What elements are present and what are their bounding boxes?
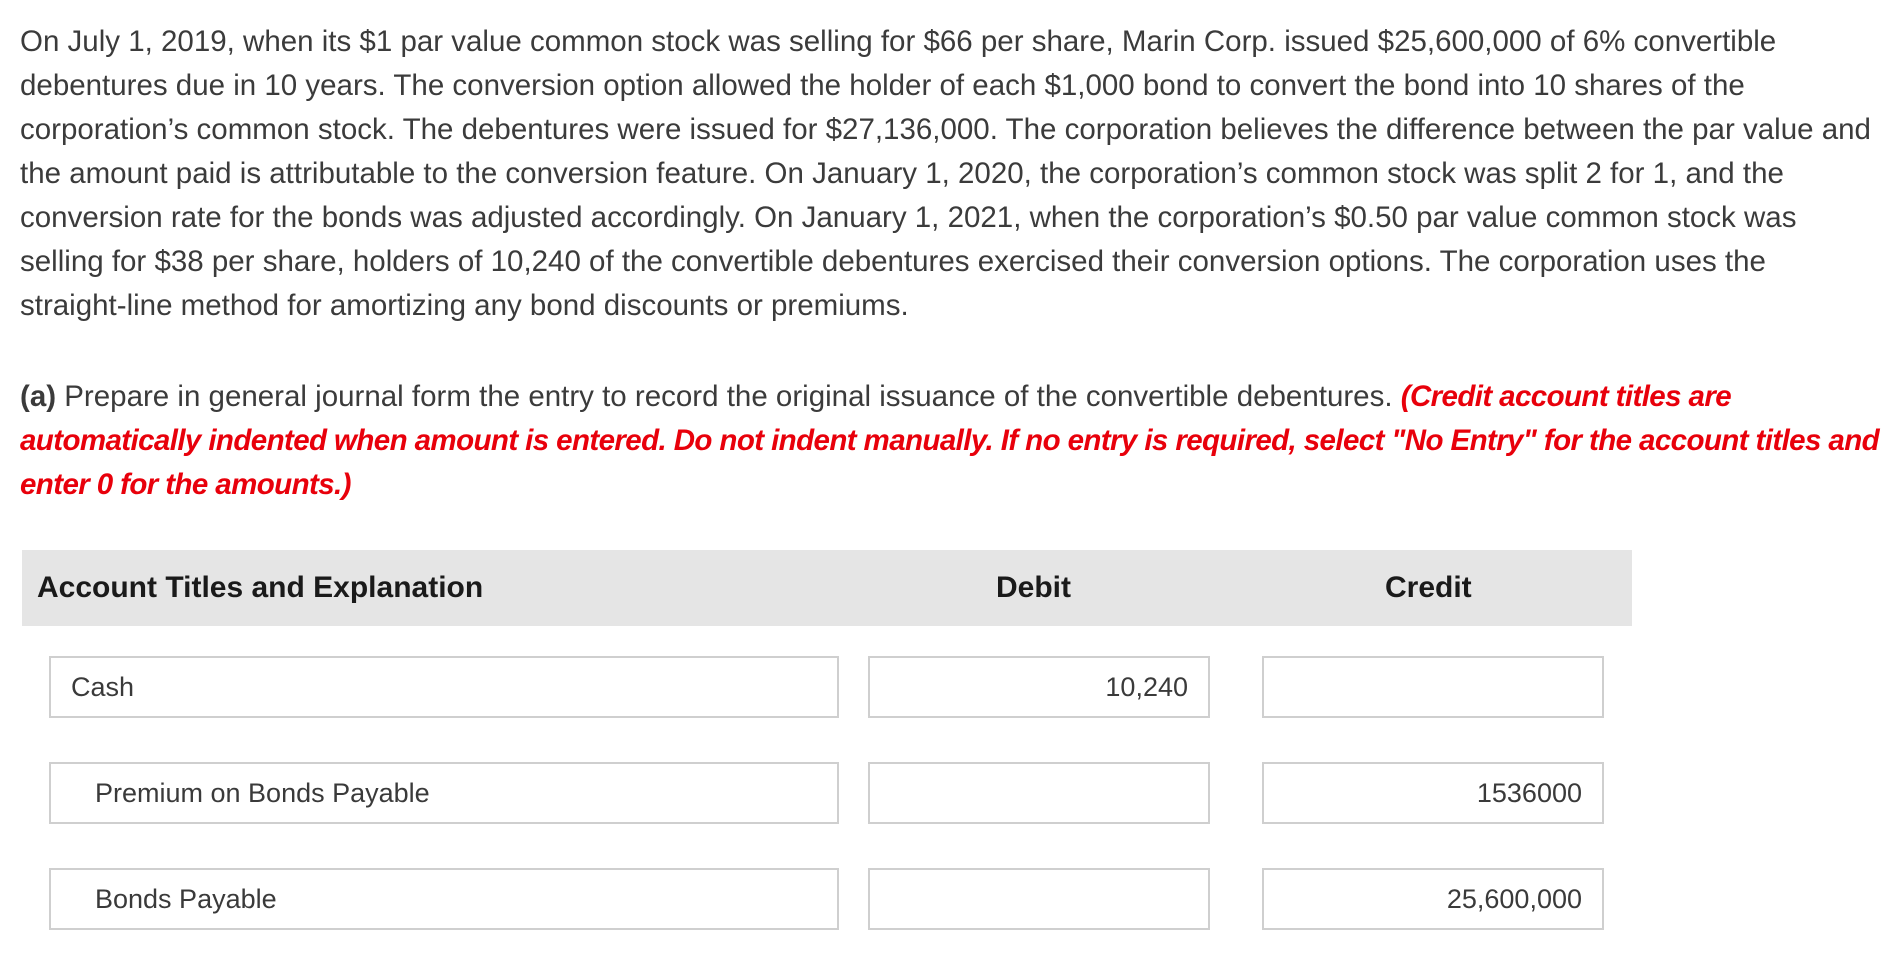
question-instructions: (Credit account titles are automatically indented when amount is entered. Do not indent manually. If no entry is required, select "No Entry" for the account titles and enter 0 for the amounts.) — [20, 380, 1880, 501]
credit-amount-field[interactable] — [1262, 656, 1604, 718]
question-prompt-text: Prepare in general journal form the entry to record the original issuance of the convertible debentures. — [56, 380, 1401, 413]
debit-amount-field[interactable]: 10,240 — [868, 656, 1210, 718]
header-account-titles: Account Titles and Explanation — [37, 571, 484, 604]
header-credit: Credit — [1385, 571, 1472, 604]
debit-amount-field[interactable] — [868, 868, 1210, 930]
credit-amount-field[interactable]: 1536000 — [1262, 762, 1604, 824]
journal-row — [22, 656, 1632, 722]
problem-statement: On July 1, 2019, when its $1 par value common stock was selling for $66 per share, Marin Corp. issued $25,600,000 of 6% convertible debentures due in 10 years. The conversion option allowed the holder of each $1,000 bond to convert the bond into 10 shares of the corporation’s common stock. The debentures were issued for $27,136,000. The corporation believes the difference between the par value and the amount paid is attributable to the conversion feature. On January 1, 2020, the corporation’s common stock was split 2 for 1, and the conversion rate for the bonds was adjusted accordingly. On January 1, 2021, when the corporation’s $0.50 par value common stock was selling for $38 per share, holders of 10,240 of the convertible debentures exercised their conversion options. The corporation uses the straight-line method for amortizing any bond discounts or premiums. — [20, 25, 1871, 322]
journal-header — [22, 550, 1632, 626]
account-title-field[interactable]: Premium on Bonds Payable — [49, 762, 839, 824]
account-title-field[interactable]: Cash — [49, 656, 839, 718]
journal-row — [22, 868, 1632, 934]
journal-row — [22, 762, 1632, 828]
question-part-label: (a) — [20, 380, 57, 413]
header-debit: Debit — [996, 571, 1071, 604]
question-prompt — [20, 375, 1880, 507]
account-title-field[interactable]: Bonds Payable — [49, 868, 839, 930]
journal-entry-table — [22, 550, 1632, 970]
credit-amount-field[interactable]: 25,600,000 — [1262, 868, 1604, 930]
debit-amount-field[interactable] — [868, 762, 1210, 824]
